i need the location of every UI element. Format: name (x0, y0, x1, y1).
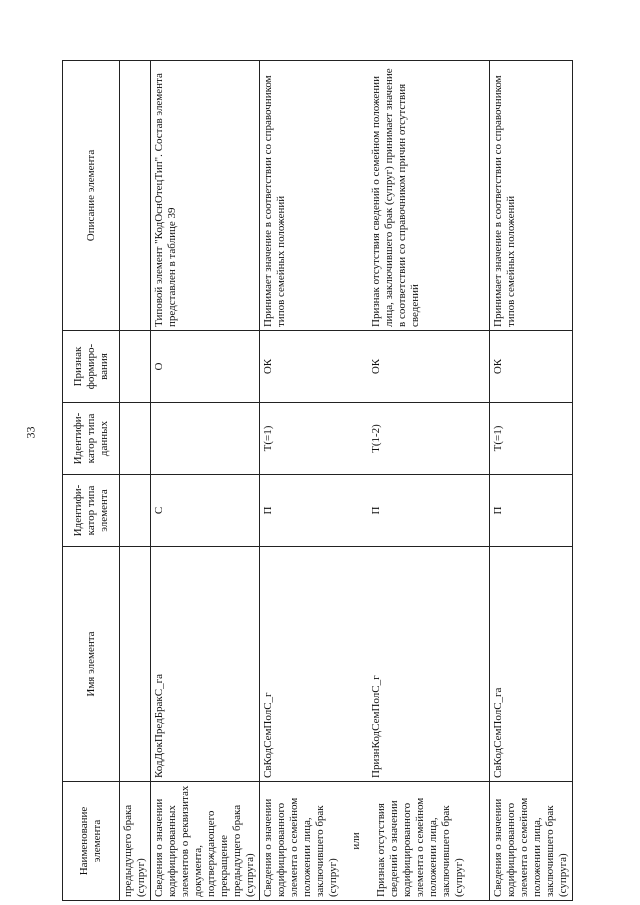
header-element-name: Имя элемента (63, 547, 120, 782)
cell-element-name: СвКодСемПолС_га (490, 547, 573, 782)
cell-name (260, 782, 490, 901)
description-b: Признак отсутствия сведений о семейном положении лица, заключившего брак (супруг) принимает значение в соответствии со справочником причин отсутствия сведений (370, 68, 421, 327)
element-name-a: СвКодСемПолС_г (262, 692, 274, 778)
header-data-type-id: Идентифи-катор типа данных (63, 403, 120, 475)
data-type-id-a: T(=1) (262, 425, 274, 452)
cell-description: Принимает значение в соответствии со справочником типов семейных положений (490, 61, 573, 331)
name-variant-a: Сведения о значении кодифицированного элемента о семейном положении лица, заключившего брак (супруг) (262, 797, 339, 897)
cell-name: Сведения о значении кодифицированных элементов о реквизитах документа, подтверждающего прекращение предыдущего брака (супруга) (151, 782, 260, 901)
header-description: Описание элемента (63, 61, 120, 331)
cell-type-id: С (151, 475, 260, 547)
header-name: Наименование элемента (63, 782, 120, 901)
cell-element-name (260, 547, 490, 782)
cell-formation-sign (260, 331, 490, 403)
cell-data-type-id: T(=1) (490, 403, 573, 475)
description-a: Принимает значение в соответствии со справочником типов семейных положений (262, 75, 287, 327)
type-id-b: П (370, 506, 382, 515)
cell-element-name: КодДокПредБракС_га (151, 547, 260, 782)
formation-sign-b: ОК (370, 358, 382, 375)
cell-type-id (120, 475, 151, 547)
table-row (260, 61, 490, 901)
cell-name: Сведения о значении кодифицированного элемента о семейном положении лица, заключившего брак (супруга) (490, 782, 573, 901)
cell-element-name (120, 547, 151, 782)
cell-formation-sign: О (151, 331, 260, 403)
cell-type-id (260, 475, 490, 547)
table-row (120, 61, 151, 901)
cell-type-id: П (490, 475, 573, 547)
cell-data-type-id (260, 403, 490, 475)
cell-formation-sign: ОК (490, 331, 573, 403)
cell-formation-sign (120, 331, 151, 403)
cell-description: Типовой элемент "КодОснОтецТип". Состав элемента представлен в таблице 39 (151, 61, 260, 331)
rotated-table-area (62, 61, 569, 901)
header-formation-sign: Признак формиро-вания (63, 331, 120, 403)
name-variant-b: Признак отсутствия сведений о значении кодифицированного элемента о семейном положении лица, заключившего брак (супруг) (375, 797, 465, 897)
cell-description (260, 61, 490, 331)
table-frame (62, 61, 569, 901)
table-row (151, 61, 260, 901)
page-number: 33 (23, 426, 38, 439)
type-id-a: П (262, 506, 274, 515)
data-type-id-b: T(1-2) (370, 424, 382, 453)
cell-name: предыдущего брака (супруг) (120, 782, 151, 901)
cell-data-type-id (151, 403, 260, 475)
or-label: или (350, 832, 362, 850)
table-row (490, 61, 573, 901)
header-type-id: Идентифи-катор типа элемента (63, 475, 120, 547)
element-name-b: ПризнКодСемПолС_г (370, 675, 382, 778)
table-header-row (63, 61, 120, 901)
element-table (62, 60, 573, 901)
cell-data-type-id (120, 403, 151, 475)
cell-description (120, 61, 151, 331)
formation-sign-a: ОК (262, 358, 274, 375)
